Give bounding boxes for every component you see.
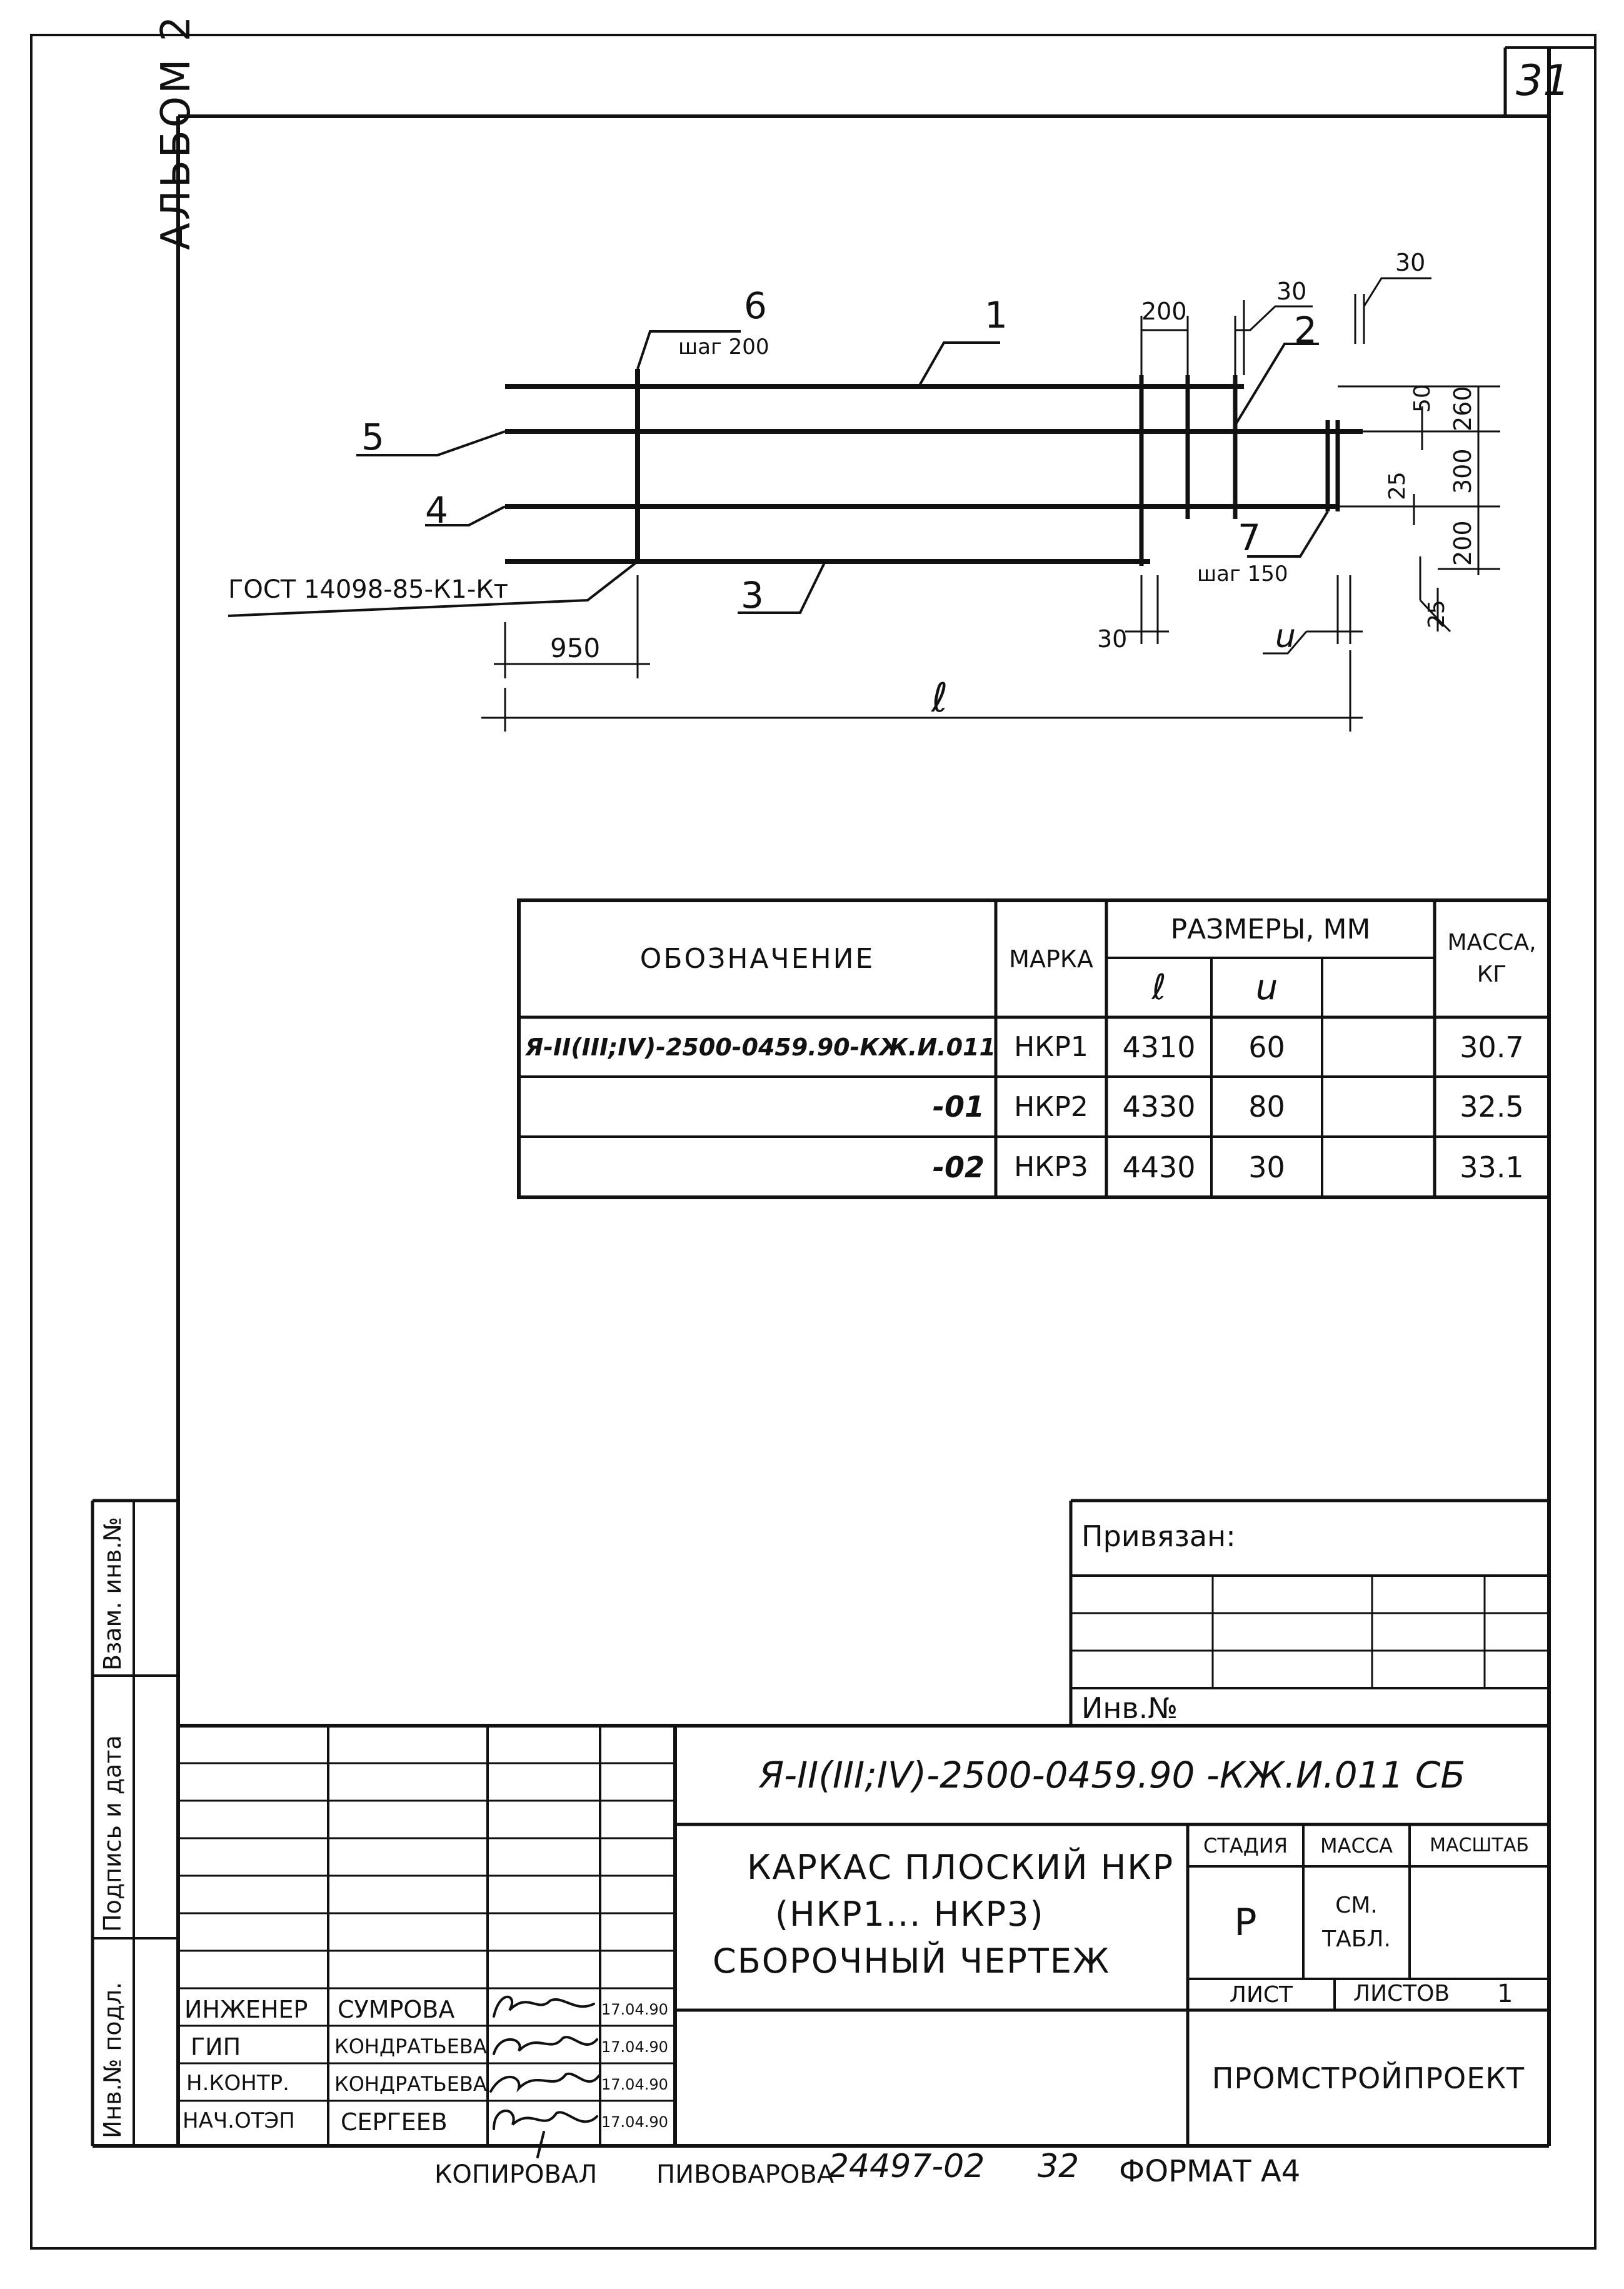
stage-label: СТАДИЯ: [1203, 1833, 1288, 1858]
dim-260: 260: [1449, 386, 1476, 431]
sheets-label: ЛИСТОВ: [1353, 1981, 1450, 2006]
dim-50: 50: [1410, 384, 1435, 413]
dim-200: 200: [1141, 298, 1187, 325]
sheet-label: ЛИСТ: [1229, 1981, 1293, 2008]
mass-value: СМ. ТАБЛ.: [1322, 1893, 1391, 1952]
person-2-name: КОНДРАТЬЕВА: [334, 2035, 487, 2058]
row-3-designation: -02: [932, 1150, 985, 1184]
step-label-6: шаг 200: [678, 335, 769, 360]
row-2-designation: -01: [932, 1090, 985, 1124]
organization: ПРОМСТРОЙПРОЕКТ: [1211, 2061, 1525, 2095]
title-line-1: КАРКАС ПЛОСКИЙ НКР: [747, 1848, 1175, 1887]
footer-number: 24497-02: [828, 2148, 985, 2185]
dim-25a: 25: [1385, 471, 1410, 500]
person-2-date: 17.04.90: [601, 2038, 668, 2056]
footer-copier: ПИВОВАРОВА: [656, 2160, 835, 2189]
person-1-role: ИНЖЕНЕР: [184, 1996, 308, 2023]
footer-copied: КОПИРОВАЛ: [434, 2160, 598, 2189]
person-4-role: НАЧ.ОТЭП: [183, 2108, 295, 2133]
stamp-vzam-inv: Взам. инв.№: [99, 1517, 126, 1671]
row-2-u: 80: [1248, 1090, 1285, 1124]
row-2-mark: НКР2: [1014, 1090, 1088, 1123]
stamp-inv-podl: Инв.№ подл.: [99, 1981, 126, 2138]
header-mass: МАССА, КГ: [1447, 930, 1536, 987]
gost-label: ГОСТ 14098-85-К1-Кт: [228, 575, 508, 604]
person-4-date: 17.04.90: [601, 2113, 668, 2131]
row-2-l: 4330: [1122, 1090, 1196, 1124]
callout-1: 1: [985, 294, 1008, 336]
callout-7: 7: [1238, 516, 1261, 559]
title-line-2: (НКР1... НКР3): [775, 1894, 1045, 1934]
person-4-name: СЕРГЕЕВ: [341, 2108, 448, 2136]
row-3-mark: НКР3: [1014, 1151, 1088, 1183]
binding-title: Привязан:: [1081, 1519, 1236, 1553]
dim-950: 950: [550, 633, 601, 663]
header-u: u: [1255, 967, 1278, 1008]
callout-3: 3: [741, 574, 764, 616]
step-label-7: шаг 150: [1197, 561, 1288, 586]
person-3-date: 17.04.90: [601, 2076, 668, 2093]
dim-25b: 25: [1424, 600, 1450, 628]
header-mark: МАРКА: [1009, 945, 1093, 973]
callout-4: 4: [425, 489, 448, 531]
dim-30a: 30: [1276, 278, 1307, 305]
album-label: АЛЬБОМ 2: [153, 13, 199, 250]
header-sizes: РАЗМЕРЫ, ММ: [1170, 913, 1371, 945]
dim-300: 300: [1449, 448, 1476, 494]
callout-5: 5: [361, 416, 384, 458]
dim-u-small: u: [1275, 618, 1296, 655]
scale-label: МАСШТАБ: [1430, 1834, 1529, 1856]
page-number: 31: [1516, 56, 1570, 106]
dim-30c: 30: [1097, 625, 1128, 653]
document-code: Я-II(III;IV)-2500-0459.90 -КЖ.И.011 СБ: [758, 1754, 1466, 1796]
row-3-u: 30: [1248, 1150, 1285, 1184]
header-designation: ОБОЗНАЧЕНИЕ: [639, 943, 875, 975]
row-1-u: 60: [1248, 1030, 1285, 1064]
person-3-name: КОНДРАТЬЕВА: [334, 2072, 487, 2096]
header-l: ℓ: [1151, 967, 1166, 1008]
person-1-name: СУМРОВА: [338, 1996, 455, 2023]
row-1-mass: 30.7: [1460, 1030, 1524, 1064]
callout-6: 6: [744, 284, 767, 327]
dim-30b: 30: [1395, 249, 1426, 276]
row-3-mass: 33.1: [1460, 1150, 1524, 1184]
person-2-role: ГИП: [191, 2033, 241, 2061]
dim-200b: 200: [1449, 520, 1476, 566]
row-2-mass: 32.5: [1460, 1090, 1524, 1124]
person-1-date: 17.04.90: [601, 2001, 668, 2018]
row-1-mark: НКР1: [1014, 1031, 1088, 1063]
dim-l: ℓ: [931, 675, 948, 722]
footer-page: 32: [1038, 2148, 1080, 2185]
callout-2: 2: [1294, 309, 1317, 351]
footer-format: ФОРМАТ А4: [1119, 2154, 1301, 2189]
stamp-signature-date: Подпись и дата: [99, 1735, 126, 1932]
title-line-3: СБОРОЧНЫЙ ЧЕРТЕЖ: [713, 1941, 1111, 1981]
mass-label: МАССА: [1320, 1833, 1393, 1858]
person-3-role: Н.КОНТР.: [186, 2071, 289, 2096]
binding-inv: Инв.№: [1081, 1691, 1178, 1725]
row-3-l: 4430: [1122, 1150, 1196, 1184]
row-1-designation: Я-II(III;IV)-2500-0459.90-КЖ.И.011: [525, 1033, 996, 1061]
row-1-l: 4310: [1122, 1030, 1196, 1064]
sheets-value: 1: [1497, 1980, 1513, 2008]
stage-value: Р: [1234, 1901, 1257, 1944]
